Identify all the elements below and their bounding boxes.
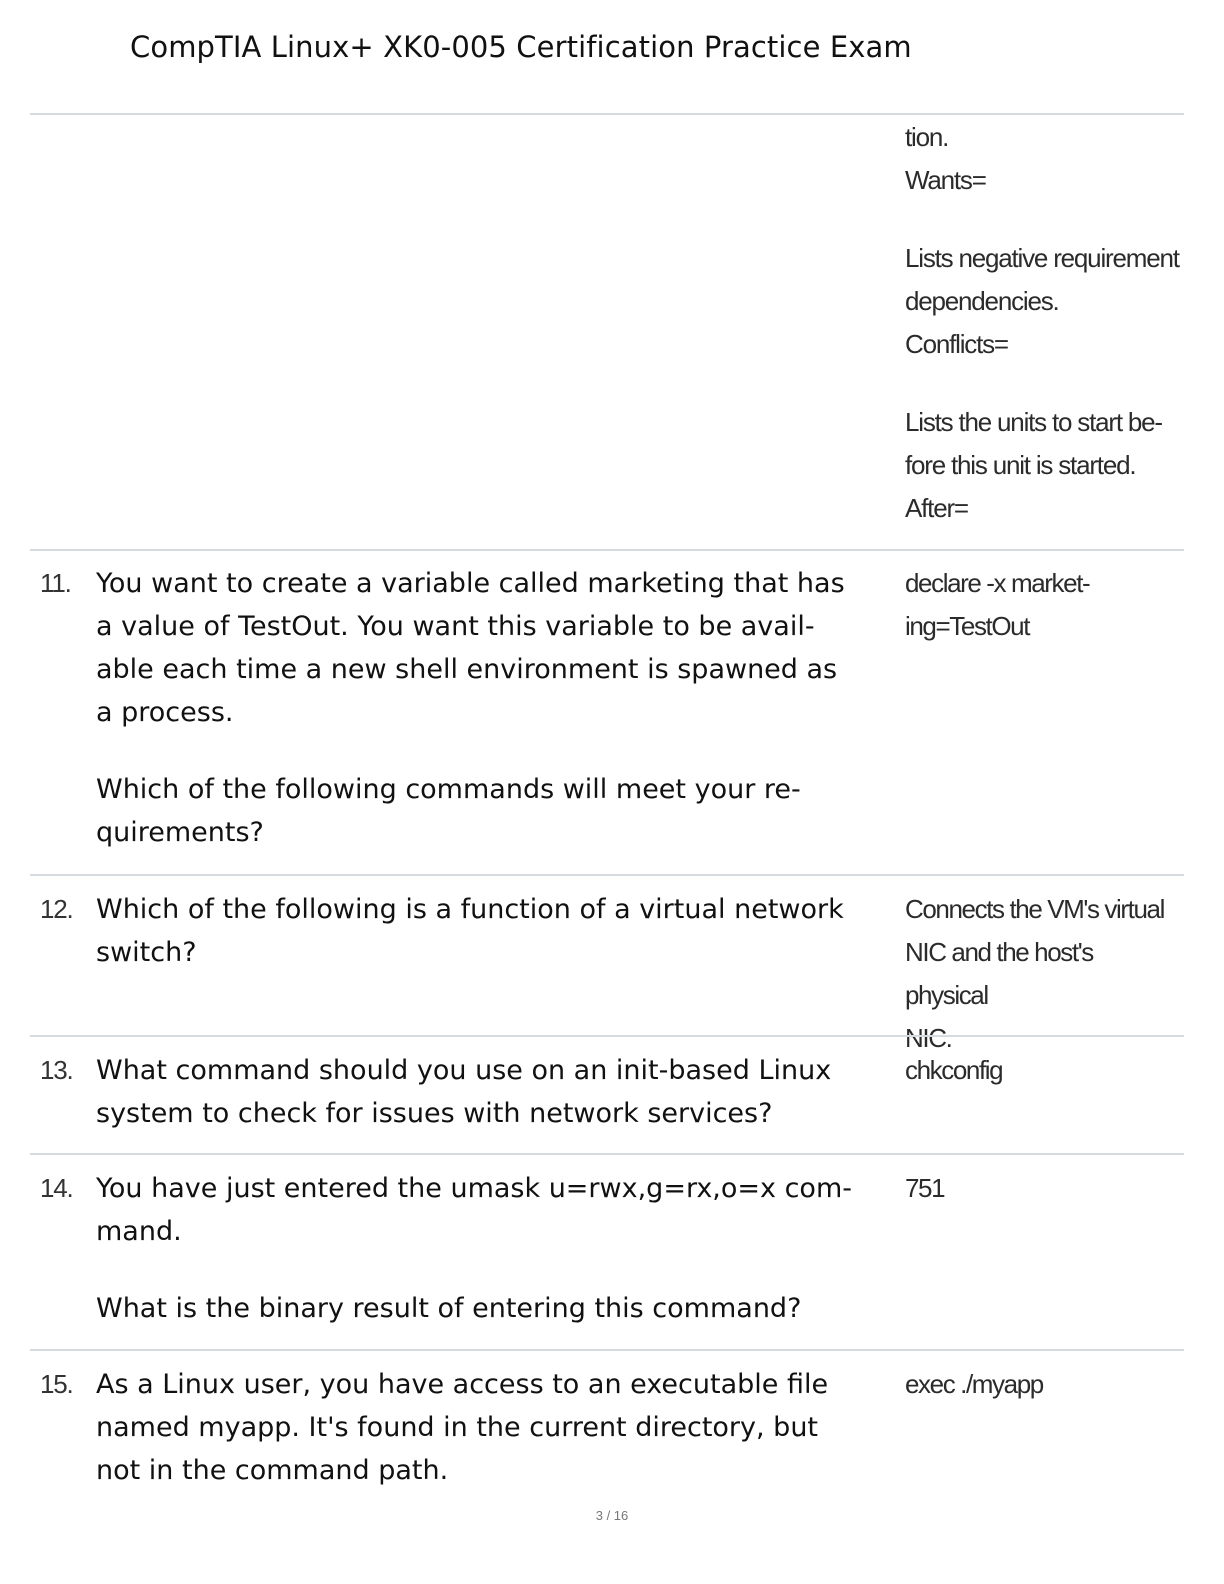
answer-line: Connects the VM's virtual — [905, 894, 1164, 924]
question-text — [96, 1049, 902, 1135]
question-line: What is the binary result of entering this command? — [96, 1293, 802, 1324]
answer-line: 751 — [905, 1173, 945, 1203]
question-text — [96, 888, 902, 974]
question-line: mand. — [96, 1216, 182, 1247]
question-line: not in the command path. — [96, 1455, 449, 1486]
answer-line: NIC and the host's physical — [905, 937, 1093, 1010]
answer-text — [905, 1049, 1180, 1092]
question-line: able each time a new shell environment is spawned as — [96, 654, 838, 685]
answer-line: declare -x market- — [905, 568, 1090, 598]
answer-text — [905, 1363, 1180, 1406]
answer-line: tion. — [905, 122, 949, 152]
question-text — [96, 1363, 902, 1492]
question-text — [96, 1167, 902, 1330]
divider — [30, 1035, 1184, 1037]
question-line: named myapp. It's found in the current directory, but — [96, 1412, 819, 1443]
answer-line: fore this unit is started. — [905, 450, 1136, 480]
answer-line: NIC. — [905, 1023, 952, 1053]
question-line: a process. — [96, 697, 234, 728]
divider — [30, 113, 1184, 115]
answer-text — [905, 562, 1180, 648]
question-number: 15. — [40, 1369, 73, 1399]
answer-line: Lists negative requirement — [905, 243, 1179, 273]
question-text — [96, 562, 902, 854]
previous-answer-continuation — [905, 116, 1180, 530]
answer-line: exec ./myapp — [905, 1369, 1043, 1399]
question-line: a value of TestOut. You want this variable to be avail- — [96, 611, 815, 642]
answer-line: chkconfig — [905, 1055, 1003, 1085]
question-line: system to check for issues with network services? — [96, 1098, 773, 1129]
divider — [30, 1153, 1184, 1155]
answer-text — [905, 1167, 1180, 1210]
question-number: 12. — [40, 894, 73, 924]
answer-line: After= — [905, 493, 968, 523]
answer-line: Wants= — [905, 165, 986, 195]
question-line: quirements? — [96, 817, 264, 848]
question-line: You want to create a variable called marketing that has — [96, 568, 845, 599]
page-indicator: 3 / 16 — [595, 1508, 629, 1523]
answer-line: Conflicts= — [905, 329, 1008, 359]
answer-line: ing=TestOut — [905, 611, 1030, 641]
question-number: 13. — [40, 1055, 73, 1085]
question-line: Which of the following is a function of a virtual network — [96, 894, 844, 925]
question-line: As a Linux user, you have access to an executable file — [96, 1369, 829, 1400]
divider — [30, 549, 1184, 551]
question-number: 14. — [40, 1173, 73, 1203]
question-line: Which of the following commands will meet your re- — [96, 774, 801, 805]
answer-line: Lists the units to start be- — [905, 407, 1162, 437]
question-line: switch? — [96, 937, 197, 968]
answer-line: dependencies. — [905, 286, 1059, 316]
question-line: What command should you use on an init-based Linux — [96, 1055, 832, 1086]
divider — [30, 874, 1184, 876]
question-number: 11. — [40, 568, 71, 598]
question-line: You have just entered the umask u=rwx,g=rx,o=x com- — [96, 1173, 852, 1204]
divider — [30, 1349, 1184, 1351]
page-title: CompTIA Linux+ XK0-005 Certification Practice Exam — [130, 30, 912, 64]
